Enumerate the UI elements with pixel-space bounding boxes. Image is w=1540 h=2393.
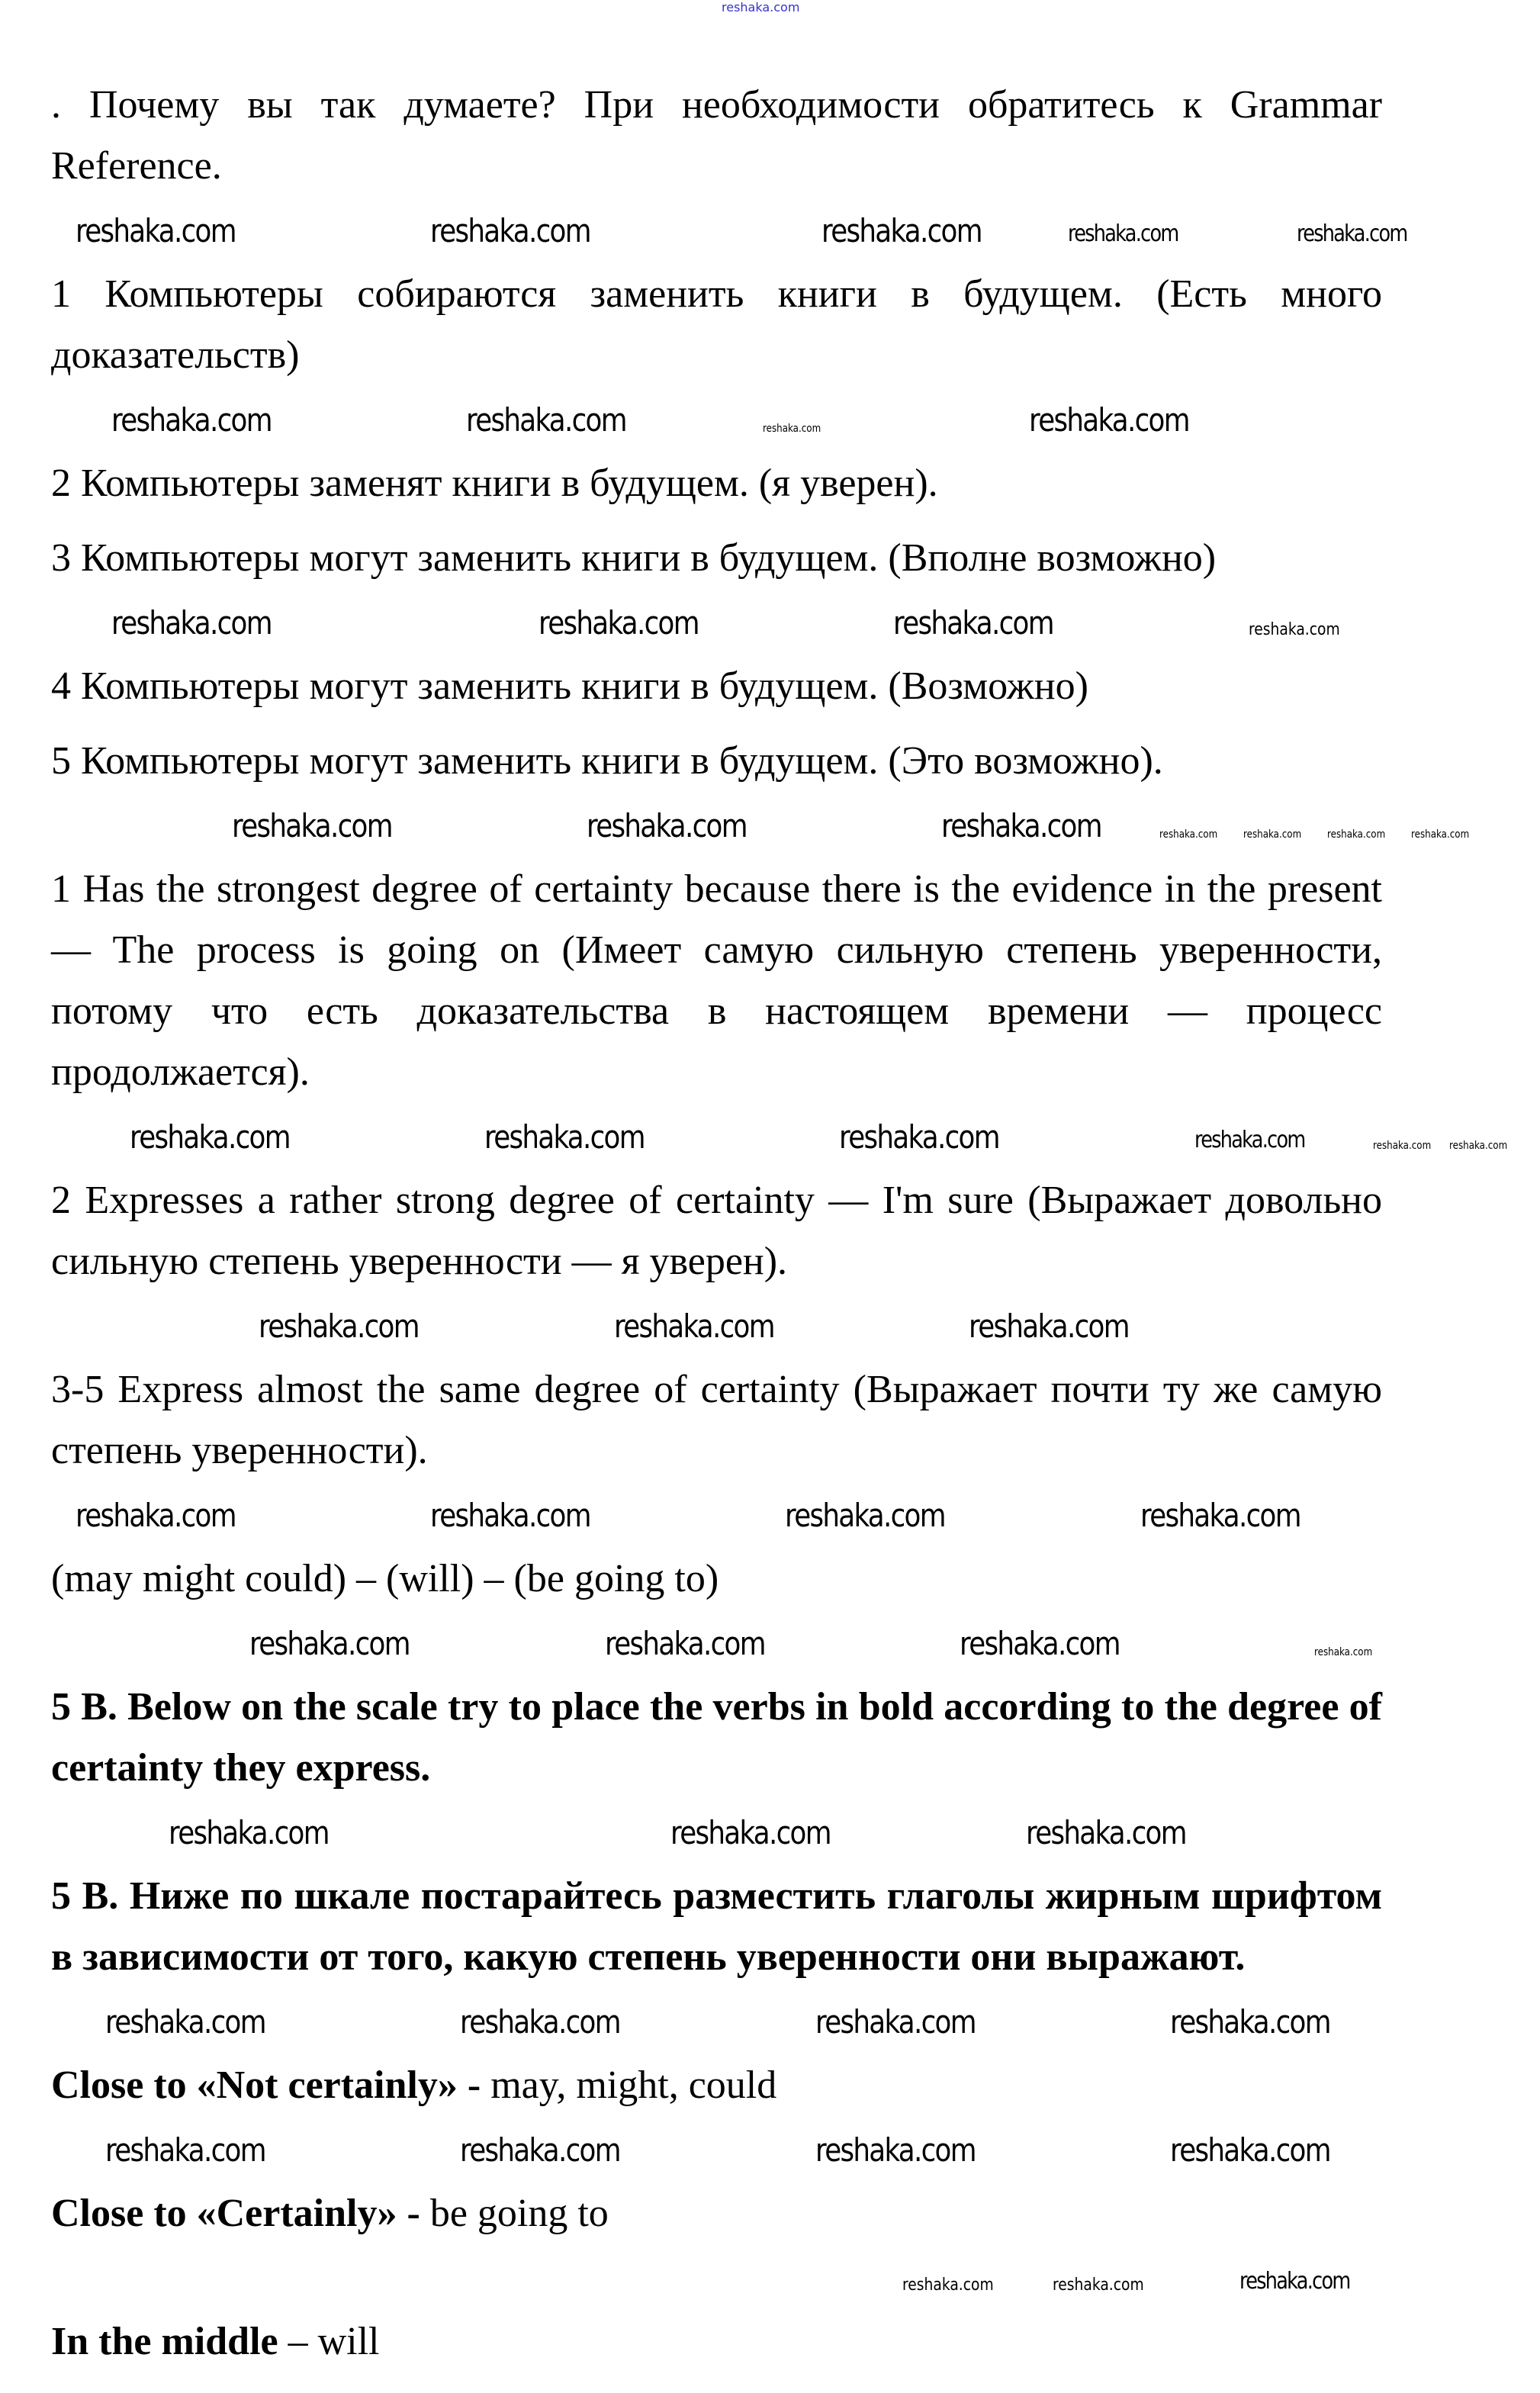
item-3: 3 Компьютеры могут заменить книги в будущем. (Вполне возможно) <box>51 536 1217 580</box>
explanation-3: 3-5 Express almost the same degree of certainty (Выражает почти ту же самую степень уверенности). <box>51 1368 1382 1472</box>
watermark-row <box>0 603 1540 645</box>
watermark: reshaka.com <box>130 1118 290 1156</box>
watermark: reshaka.com <box>105 2131 265 2169</box>
watermark: reshaka.com <box>460 2003 620 2041</box>
watermark: reshaka.com <box>1053 2276 1144 2295</box>
watermark: reshaka.com <box>785 1497 945 1534</box>
watermark: reshaka.com <box>821 212 982 249</box>
item-4: 4 Компьютеры могут заменить книги в будущем. (Возможно) <box>51 664 1088 708</box>
watermark-row <box>0 2002 1540 2044</box>
answer-sep: – <box>278 2320 318 2363</box>
watermark: reshaka.com <box>815 2131 976 2169</box>
watermark: reshaka.com <box>1327 828 1386 841</box>
watermark-row <box>0 2130 1540 2173</box>
explanation-1: 1 Has the strongest degree of certainty because there is the evidence in the present — The process is going on (Имеет самую сильную степень уверенности, потому что есть доказательства в настоящем времени — процесс продолжается). <box>51 867 1382 1094</box>
watermark: reshaka.com <box>763 423 821 435</box>
watermark-row <box>0 2258 1540 2301</box>
watermark: reshaka.com <box>1194 1127 1305 1153</box>
watermark: reshaka.com <box>460 2131 620 2169</box>
task-en: 5 B. Below on the scale try to place the verbs in bold according to the degree of certainty they express. <box>51 1685 1382 1790</box>
watermark: reshaka.com <box>960 1625 1120 1662</box>
watermark-row <box>0 211 1540 253</box>
answer-label: Close to «Not certainly» <box>51 2063 458 2107</box>
watermark-row <box>0 806 1540 848</box>
watermark: reshaka.com <box>1249 620 1340 639</box>
watermark: reshaka.com <box>1411 828 1470 841</box>
watermark-row <box>0 1495 1540 1538</box>
answer-sep: - <box>397 2192 430 2235</box>
watermark: reshaka.com <box>232 807 392 844</box>
watermark: reshaka.com <box>430 1497 590 1534</box>
watermark: reshaka.com <box>815 2003 976 2041</box>
watermark: reshaka.com <box>1449 1140 1508 1152</box>
watermark-row <box>0 400 1540 442</box>
watermark: reshaka.com <box>1373 1140 1432 1152</box>
watermark-row <box>0 1117 1540 1160</box>
explanation-2: 2 Expresses a rather strong degree of certainty — I'm sure (Выражает довольно сильную степень уверенности — я уверен). <box>51 1179 1382 1283</box>
watermark: reshaka.com <box>169 1814 329 1851</box>
watermark: reshaka.com <box>1314 1646 1373 1658</box>
watermark: reshaka.com <box>969 1307 1129 1345</box>
answer-value: may, might, could <box>490 2063 777 2107</box>
answer-value: be going to <box>429 2192 609 2235</box>
answer-middle <box>51 2311 1382 2372</box>
watermark: reshaka.com <box>614 1307 774 1345</box>
watermark: reshaka.com <box>430 212 590 249</box>
watermark: reshaka.com <box>1026 1814 1186 1851</box>
watermark-row <box>0 1812 1540 1855</box>
watermark: reshaka.com <box>1140 1497 1300 1534</box>
watermark: reshaka.com <box>1068 220 1178 247</box>
watermark: reshaka.com <box>605 1625 765 1662</box>
watermark: reshaka.com <box>670 1814 831 1851</box>
watermark: reshaka.com <box>1297 220 1407 247</box>
answer-label: In the middle <box>51 2320 278 2363</box>
scale-order: (may might could) – (will) – (be going to) <box>51 1557 719 1600</box>
header-link[interactable]: reshaka.com <box>722 0 800 14</box>
watermark: reshaka.com <box>1170 2131 1330 2169</box>
item-2: 2 Компьютеры заменят книги в будущем. (я уверен). <box>51 462 938 505</box>
watermark-row <box>0 1306 1540 1349</box>
answer-certainly <box>51 2183 1382 2244</box>
watermark: reshaka.com <box>249 1625 410 1662</box>
watermark: reshaka.com <box>259 1307 419 1345</box>
item-1: 1 Компьютеры собираются заменить книги в будущем. (Есть много доказательств) <box>51 272 1382 377</box>
watermark: reshaka.com <box>1170 2003 1330 2041</box>
watermark: reshaka.com <box>105 2003 265 2041</box>
watermark: reshaka.com <box>111 401 272 439</box>
task-ru: 5 B. Ниже по шкале постарайтесь разместить глаголы жирным шрифтом в зависимости от того, какую степень уверенности они выражают. <box>51 1874 1382 1979</box>
watermark: reshaka.com <box>1239 2268 1350 2295</box>
watermark: reshaka.com <box>893 604 1053 642</box>
item-5: 5 Компьютеры могут заменить книги в будущем. (Это возможно). <box>51 739 1163 783</box>
watermark: reshaka.com <box>1159 828 1218 841</box>
watermark: reshaka.com <box>902 2276 994 2295</box>
watermark: reshaka.com <box>111 604 272 642</box>
watermark: reshaka.com <box>839 1118 999 1156</box>
watermark: reshaka.com <box>1243 828 1302 841</box>
answer-not-certainly <box>51 2055 1382 2116</box>
answer-value: will <box>317 2320 380 2363</box>
watermark: reshaka.com <box>1029 401 1189 439</box>
answer-sep: - <box>457 2063 491 2107</box>
watermark: reshaka.com <box>587 807 747 844</box>
watermark: reshaka.com <box>466 401 626 439</box>
watermark: reshaka.com <box>76 1497 236 1534</box>
answer-label: Close to «Certainly» <box>51 2192 397 2235</box>
watermark: reshaka.com <box>941 807 1101 844</box>
watermark: reshaka.com <box>484 1118 645 1156</box>
intro-text: . Почему вы так думаете? При необходимости обратитесь к Grammar Reference. <box>51 83 1382 188</box>
watermark-row <box>0 1623 1540 1666</box>
watermark: reshaka.com <box>539 604 699 642</box>
watermark: reshaka.com <box>76 212 236 249</box>
